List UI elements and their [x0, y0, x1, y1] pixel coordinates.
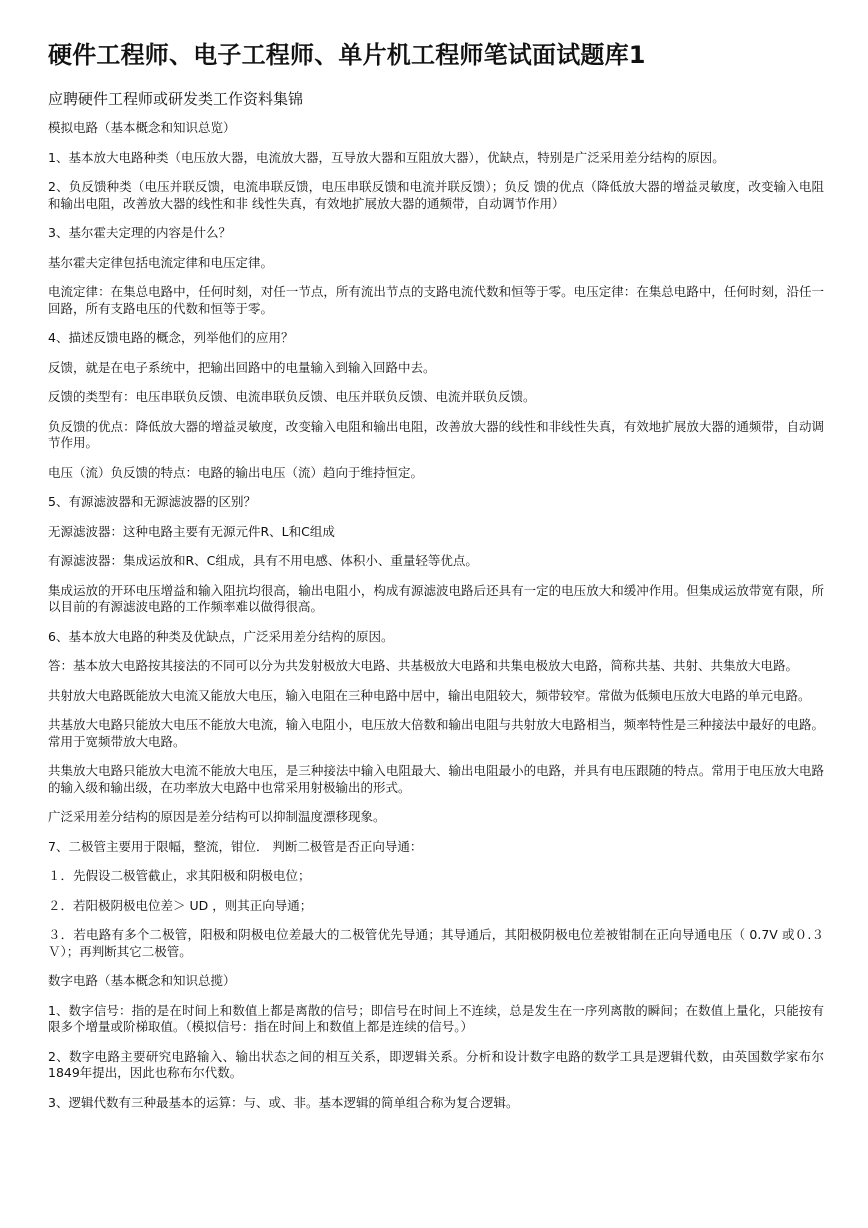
paragraph: 共集放大电路只能放大电流不能放大电压，是三种接法中输入电阻最大、输出电阻最小的电路，并具有电压跟随的特点。常用于电压放大电路的输入级和输出级，在功率放大电路中也常采用射极输出的形式。 [48, 763, 824, 795]
list-item: ２．若阳极阴极电位差＞ UD ，则其正向导通； [48, 897, 313, 913]
section-heading-analog: 模拟电路（基本概念和知识总览） [48, 120, 236, 135]
paragraph: 集成运放的开环电压增益和输入阻抗均很高，输出电阻小，构成有源滤波电路后还具有一定的电压放大和缓冲作用。但集成运放带宽有限，所以目前的有源滤波电路的工作频率难以做得很高。 [48, 582, 824, 614]
paragraph: 2、数字电路主要研究电路输入、输出状态之间的相互关系，即逻辑关系。分析和设计数字电路的数学工具是逻辑代数，由英国数学家布尔1849年提出，因此也称布尔代数。 [48, 1048, 824, 1080]
paragraph: 3、逻辑代数有三种最基本的运算：与、或、非。基本逻辑的简单组合称为复合逻辑。 [48, 1094, 519, 1110]
paragraph: 有源滤波器：集成运放和R、C组成，具有不用电感、体积小、重量轻等优点。 [48, 553, 478, 568]
paragraph: 反馈，就是在电子系统中，把输出回路中的电量输入到输入回路中去。 [48, 359, 436, 375]
paragraph: 1、基本放大电路种类（电压放大器，电流放大器，互导放大器和互阻放大器），优缺点，特别是广泛采用差分结构的原因。 [48, 149, 725, 165]
paragraph: 反馈的类型有：电压串联负反馈、电流串联负反馈、电压并联负反馈、电流并联负反馈。 [48, 389, 536, 404]
paragraph: 电流定律：在集总电路中，任何时刻，对任一节点，所有流出节点的支路电流代数和恒等于零。电压定律：在集总电路中，任何时刻，沿任一回路，所有支路电压的代数和恒等于零。 [48, 284, 824, 316]
paragraph: 共射放大电路既能放大电流又能放大电压，输入电阻在三种电路中居中，输出电阻较大，频带较窄。常做为低频电压放大电路的单元电路。 [48, 687, 811, 703]
paragraph: 无源滤波器：这种电路主要有无源元件R、L和C组成 [48, 523, 335, 539]
question-heading: 4、描述反馈电路的概念，列举他们的应用？ [48, 330, 294, 345]
document-subtitle: 应聘硬件工程师或研发类工作资料集锦 [48, 90, 304, 108]
paragraph: 广泛采用差分结构的原因是差分结构可以抑制温度漂移现象。 [48, 809, 386, 824]
list-item: ３．若电路有多个二极管，阳极和阴极电位差最大的二极管优先导通；其导通后，其阳极阴极电位差被钳制在正向导通电压（ 0.7V 或０.３Ｖ）；再判断其它二极管。 [48, 927, 824, 959]
question-heading: 5、有源滤波器和无源滤波器的区别？ [48, 494, 256, 509]
paragraph: 答：基本放大电路按其接法的不同可以分为共发射极放大电路、共基极放大电路和共集电极放大电路，简称共基、共射、共集放大电路。 [48, 658, 799, 673]
section-heading-digital: 数字电路（基本概念和知识总揽） [48, 973, 236, 988]
document-title: 硬件工程师、电子工程师、单片机工程师笔试面试题库1 [48, 41, 646, 69]
paragraph: 负反馈的优点：降低放大器的增益灵敏度，改变输入电阻和输出电阻，改善放大器的线性和非线性失真，有效地扩展放大器的通频带，自动调节作用。 [48, 418, 824, 450]
paragraph: 电压（流）负反馈的特点：电路的输出电压（流）趋向于维持恒定。 [48, 464, 424, 480]
document-page [48, 38, 824, 1124]
paragraph: 2、负反馈种类（电压并联反馈，电流串联反馈，电压串联反馈和电流并联反馈）；负反 馈的优点（降低放大器的增益灵敏度，改变输入电阻和输出电阻，改善放大器的线性和非 线性失真，有效地扩展放大器的通频带，自动调节作用） [48, 179, 824, 211]
question-heading: 7、二极管主要用于限幅，整流，钳位． 判断二极管是否正向导通： [48, 838, 423, 854]
question-heading: 3、基尔霍夫定理的内容是什么？ [48, 225, 231, 240]
list-item: １．先假设二极管截止，求其阳极和阴极电位； [48, 868, 311, 883]
paragraph: 1、数字信号：指的是在时间上和数值上都是离散的信号；即信号在时间上不连续，总是发生在一序列离散的瞬间；在数值上量化，只能按有限多个增量或阶梯取值。（模拟信号：指在时间上和数值上都是连续的信号。） [48, 1002, 824, 1034]
paragraph: 基尔霍夫定律包括电流定律和电压定律。 [48, 254, 274, 270]
question-heading: 6、基本放大电路的种类及优缺点，广泛采用差分结构的原因。 [48, 628, 394, 644]
paragraph: 共基放大电路只能放大电压不能放大电流，输入电阻小，电压放大倍数和输出电阻与共射放大电路相当，频率特性是三种接法中最好的电路。常用于宽频带放大电路。 [48, 717, 824, 749]
